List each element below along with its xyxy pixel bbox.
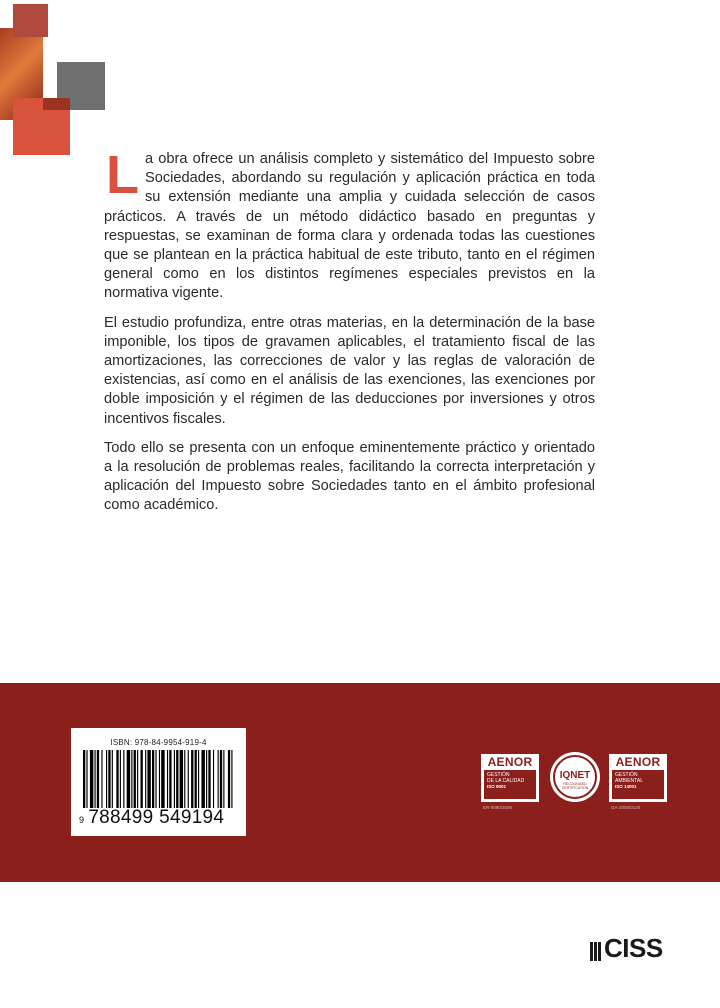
paragraph-3: Todo ello se presenta con un enfoque eminentemente práctico y orientado a la resolución de problemas reales, facilitando la correcta interpretación y aplicación del Impuesto sobre Sociedades tanto en el ámbito profesional como académico. xyxy=(104,439,595,514)
barcode-bar xyxy=(147,750,150,808)
aenor-logo: AENOR xyxy=(610,755,666,770)
barcode-bar xyxy=(213,750,214,808)
barcode-bar xyxy=(97,750,99,808)
barcode-bar xyxy=(127,750,130,808)
aenor-quality-line1: GESTIÓN xyxy=(487,772,510,778)
barcode-bar xyxy=(161,750,164,808)
aenor-environmental-badge xyxy=(609,754,667,810)
barcode-bar xyxy=(106,750,107,808)
barcode-bar xyxy=(231,750,232,808)
barcode-bar xyxy=(195,750,197,808)
barcode-bar xyxy=(176,750,178,808)
barcode-bar xyxy=(191,750,193,808)
barcode-bar xyxy=(174,750,175,808)
iqnet-logo: IQNET xyxy=(559,770,591,781)
barcode-bar xyxy=(223,750,224,808)
publisher-logo xyxy=(590,933,663,968)
isbn-barcode xyxy=(71,728,246,836)
barcode-bar xyxy=(159,750,160,808)
aenor-quality-badge xyxy=(481,754,539,810)
barcode-bar xyxy=(134,750,136,808)
barcode-bar xyxy=(167,750,168,808)
barcode-number: 788499 549194 xyxy=(88,807,225,828)
dark-red-overlap-decoration xyxy=(43,98,70,110)
barcode-bar xyxy=(208,750,210,808)
barcode-bar xyxy=(188,750,189,808)
aenor-quality-standard: ISO 9001 xyxy=(487,784,507,789)
aenor-environmental-standard: ISO 14001 xyxy=(615,784,637,789)
barcode-bar xyxy=(123,750,124,808)
book-description xyxy=(104,145,595,526)
barcode-bar xyxy=(141,750,143,808)
barcode-bar xyxy=(228,750,230,808)
iqnet-subtitle: RECOGNIZED CERTIFICATION xyxy=(561,782,589,790)
isbn-label: ISBN: 978-84-9954-919-4 xyxy=(110,738,207,747)
barcode-bar xyxy=(90,750,93,808)
barcode-digits xyxy=(71,807,246,829)
barcode-bar xyxy=(116,750,118,808)
paragraph-1 xyxy=(104,145,595,304)
barcode-bar xyxy=(206,750,207,808)
barcode-bar xyxy=(152,750,154,808)
paragraph-1-text: a obra ofrece un análisis completo y sistemático del Impuesto sobre Sociedades, abordando su regulación y aplicación práctica en toda su extensión mediante una amplia y cuidada selección de casos prácticos. A través de un método didáctico basado en preguntas y respuestas, se examinan de forma clara y ordenada todas las cuestiones que se plantean en la práctica habitual de este tributo, tanto en el régimen general como en los distintos regímenes especiales previstos en la normativa vigente. xyxy=(104,151,595,302)
drop-cap: L xyxy=(106,145,139,205)
aenor-environmental-line2: AMBIENTAL xyxy=(615,778,643,784)
aenor-quality-info xyxy=(484,770,536,799)
aenor-environmental-line1: GESTIÓN xyxy=(615,772,638,778)
barcode-bar xyxy=(83,750,85,808)
paragraph-2: El estudio profundiza, entre otras materias, en la determinación de la base imponible, los tipos de gravamen aplicables, el tratamiento fiscal de las amortizaciones, las correcciones de valor y las reglas de valoración de existencias, así como en el análisis de las exenciones, las exenciones por doble imposición y el régimen de las deducciones por inversiones y otros incentivos fiscales. xyxy=(104,314,595,427)
barcode-bar xyxy=(184,750,185,808)
barcode-bar xyxy=(145,750,146,808)
barcode-bar xyxy=(220,750,222,808)
aenor-environmental-code: GA-2005/0130 xyxy=(611,805,641,810)
aenor-quality-code: ER-0090/2006 xyxy=(483,805,513,810)
barcode-bar xyxy=(137,750,138,808)
barcode-bar xyxy=(108,750,110,808)
barcode-lead-digit: 9 xyxy=(79,815,85,825)
barcode-bar xyxy=(218,750,219,808)
barcode-bar xyxy=(169,750,171,808)
barcode-bar xyxy=(120,750,121,808)
publisher-name: CISS xyxy=(604,933,663,963)
red-square-decoration xyxy=(13,4,48,37)
barcode-bar xyxy=(101,750,102,808)
barcode-bar xyxy=(201,750,204,808)
barcode-bar xyxy=(86,750,87,808)
barcode-bar xyxy=(155,750,156,808)
barcode-bar xyxy=(180,750,183,808)
barcode-bar xyxy=(198,750,199,808)
triple-bar-icon xyxy=(590,937,602,968)
aenor-environmental-info xyxy=(612,770,664,799)
barcode-bar xyxy=(131,750,132,808)
barcode-bar xyxy=(95,750,96,808)
barcode-bars xyxy=(83,750,235,808)
aenor-logo: AENOR xyxy=(482,755,538,770)
aenor-quality-line2: DE LA CALIDAD xyxy=(487,778,525,784)
iqnet-badge xyxy=(550,752,600,802)
barcode-bar xyxy=(112,750,113,808)
